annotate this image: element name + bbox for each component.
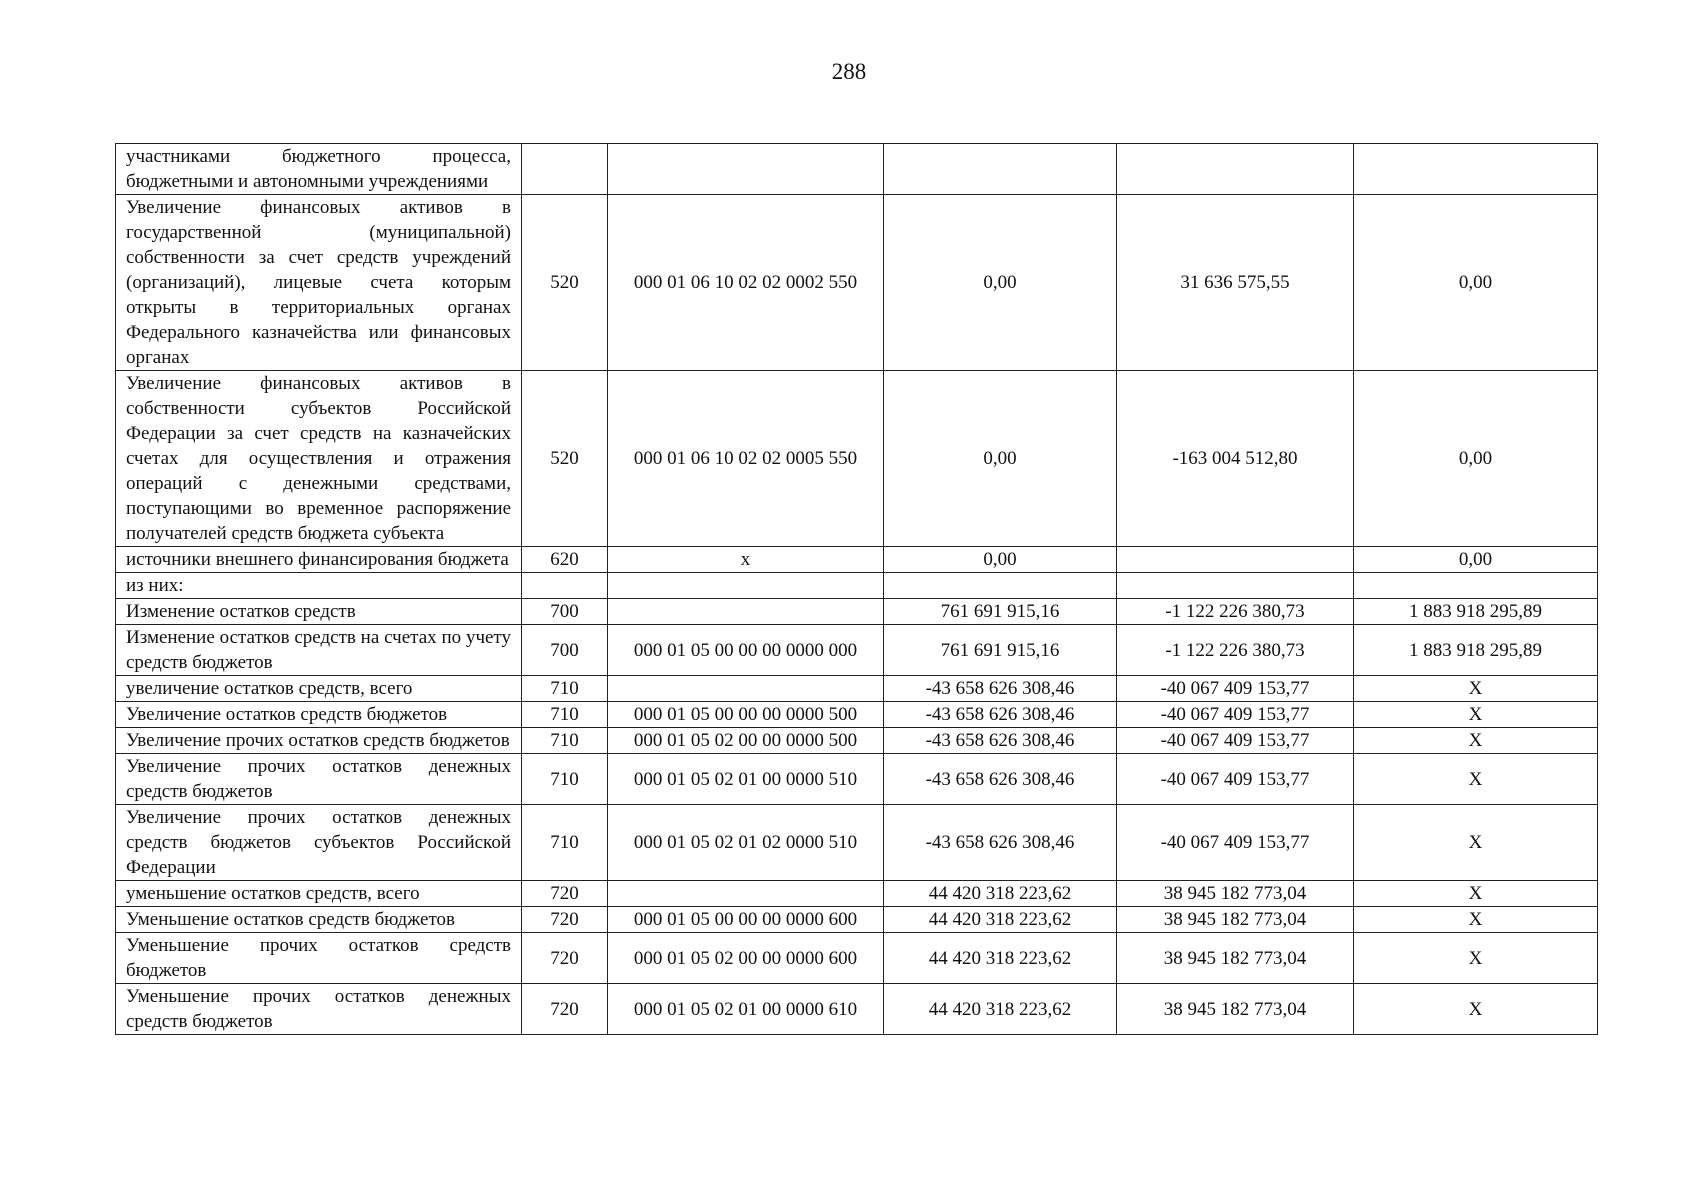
source-code-cell: 000 01 05 02 00 00 0000 500 [608,728,884,754]
line-code-cell: 720 [522,881,608,907]
table-row [116,907,1598,933]
unexecuted-amount-cell: X [1354,754,1598,805]
table-row [116,676,1598,702]
unexecuted-amount-cell: 0,00 [1354,547,1598,573]
indicator-name-cell: Увеличение финансовых активов в государственной (муниципальной) собственности за счет средств учреждений (организаций), лицевые счета которым открыты в территориальных органах Федерального казначейства или финансовых органах [116,195,522,371]
executed-amount-cell: 31 636 575,55 [1117,195,1354,371]
approved-amount-cell: -43 658 626 308,46 [884,702,1117,728]
approved-amount-cell: 761 691 915,16 [884,625,1117,676]
approved-amount-cell: 761 691 915,16 [884,599,1117,625]
indicator-name-cell: Изменение остатков средств [116,599,522,625]
indicator-name-cell: уменьшение остатков средств, всего [116,881,522,907]
table-row [116,625,1598,676]
table-row [116,754,1598,805]
indicator-name-cell: Увеличение прочих остатков средств бюджетов [116,728,522,754]
line-code-cell: 700 [522,625,608,676]
executed-amount-cell: -1 122 226 380,73 [1117,599,1354,625]
unexecuted-amount-cell: X [1354,728,1598,754]
unexecuted-amount-cell: X [1354,805,1598,881]
approved-amount-cell: -43 658 626 308,46 [884,805,1117,881]
indicator-name-cell: из них: [116,573,522,599]
indicator-name-cell: Уменьшение прочих остатков денежных средств бюджетов [116,984,522,1035]
approved-amount-cell: 44 420 318 223,62 [884,933,1117,984]
line-code-cell: 720 [522,933,608,984]
approved-amount-cell: 44 420 318 223,62 [884,984,1117,1035]
indicator-name-cell: Уменьшение прочих остатков средств бюджетов [116,933,522,984]
source-code-cell: 000 01 05 00 00 00 0000 000 [608,625,884,676]
source-code-cell [608,676,884,702]
line-code-cell: 710 [522,754,608,805]
approved-amount-cell: 0,00 [884,547,1117,573]
source-code-cell: x [608,547,884,573]
table-row [116,195,1598,371]
table-row [116,933,1598,984]
indicator-name-cell: Увеличение остатков средств бюджетов [116,702,522,728]
indicator-name-cell: Изменение остатков средств на счетах по учету средств бюджетов [116,625,522,676]
table-row [116,547,1598,573]
line-code-cell: 520 [522,371,608,547]
source-code-cell [608,144,884,195]
executed-amount-cell: -1 122 226 380,73 [1117,625,1354,676]
table-row [116,805,1598,881]
executed-amount-cell [1117,573,1354,599]
approved-amount-cell: 44 420 318 223,62 [884,907,1117,933]
executed-amount-cell: -40 067 409 153,77 [1117,702,1354,728]
executed-amount-cell [1117,547,1354,573]
unexecuted-amount-cell: X [1354,702,1598,728]
line-code-cell: 710 [522,676,608,702]
unexecuted-amount-cell: X [1354,984,1598,1035]
unexecuted-amount-cell [1354,144,1598,195]
unexecuted-amount-cell: X [1354,676,1598,702]
source-code-cell: 000 01 06 10 02 02 0005 550 [608,371,884,547]
table-row [116,573,1598,599]
executed-amount-cell: -40 067 409 153,77 [1117,676,1354,702]
executed-amount-cell: -40 067 409 153,77 [1117,754,1354,805]
unexecuted-amount-cell: X [1354,933,1598,984]
source-code-cell [608,881,884,907]
unexecuted-amount-cell: 1 883 918 295,89 [1354,625,1598,676]
indicator-name-cell: Увеличение прочих остатков денежных средств бюджетов субъектов Российской Федерации [116,805,522,881]
sources-financing-table [115,143,1598,1035]
source-code-cell: 000 01 05 02 00 00 0000 600 [608,933,884,984]
approved-amount-cell: 0,00 [884,195,1117,371]
source-code-cell: 000 01 05 02 01 00 0000 510 [608,754,884,805]
table-row [116,728,1598,754]
table-row [116,371,1598,547]
executed-amount-cell: 38 945 182 773,04 [1117,881,1354,907]
table-row [116,599,1598,625]
executed-amount-cell: -40 067 409 153,77 [1117,728,1354,754]
approved-amount-cell: -43 658 626 308,46 [884,728,1117,754]
page-number: 288 [831,59,867,84]
line-code-cell: 710 [522,728,608,754]
approved-amount-cell: 0,00 [884,371,1117,547]
unexecuted-amount-cell: 0,00 [1354,195,1598,371]
table-row [116,144,1598,195]
source-code-cell [608,573,884,599]
indicator-name-cell: увеличение остатков средств, всего [116,676,522,702]
line-code-cell: 700 [522,599,608,625]
table-row [116,881,1598,907]
indicator-name-cell: Увеличение прочих остатков денежных средств бюджетов [116,754,522,805]
source-code-cell: 000 01 05 00 00 00 0000 600 [608,907,884,933]
approved-amount-cell [884,144,1117,195]
executed-amount-cell [1117,144,1354,195]
indicator-name-cell: участниками бюджетного процесса, бюджетными и автономными учреждениями [116,144,522,195]
table-row [116,702,1598,728]
line-code-cell: 520 [522,195,608,371]
unexecuted-amount-cell: 1 883 918 295,89 [1354,599,1598,625]
indicator-name-cell: источники внешнего финансирования бюджета [116,547,522,573]
unexecuted-amount-cell: X [1354,881,1598,907]
table-body [116,144,1598,1035]
line-code-cell: 710 [522,805,608,881]
indicator-name-cell: Уменьшение остатков средств бюджетов [116,907,522,933]
table-row [116,984,1598,1035]
approved-amount-cell: -43 658 626 308,46 [884,676,1117,702]
source-code-cell: 000 01 05 00 00 00 0000 500 [608,702,884,728]
approved-amount-cell [884,573,1117,599]
source-code-cell: 000 01 05 02 01 00 0000 610 [608,984,884,1035]
executed-amount-cell: 38 945 182 773,04 [1117,984,1354,1035]
line-code-cell: 720 [522,984,608,1035]
source-code-cell [608,599,884,625]
unexecuted-amount-cell: X [1354,907,1598,933]
executed-amount-cell: 38 945 182 773,04 [1117,933,1354,984]
indicator-name-cell: Увеличение финансовых активов в собственности субъектов Российской Федерации за счет средств на казначейских счетах для осуществления и отражения операций с денежными средствами, поступающими во временное распоряжение получателей средств бюджета субъекта [116,371,522,547]
approved-amount-cell: 44 420 318 223,62 [884,881,1117,907]
executed-amount-cell: 38 945 182 773,04 [1117,907,1354,933]
line-code-cell [522,144,608,195]
executed-amount-cell: -40 067 409 153,77 [1117,805,1354,881]
line-code-cell: 710 [522,702,608,728]
executed-amount-cell: -163 004 512,80 [1117,371,1354,547]
approved-amount-cell: -43 658 626 308,46 [884,754,1117,805]
unexecuted-amount-cell [1354,573,1598,599]
source-code-cell: 000 01 05 02 01 02 0000 510 [608,805,884,881]
line-code-cell [522,573,608,599]
line-code-cell: 720 [522,907,608,933]
source-code-cell: 000 01 06 10 02 02 0002 550 [608,195,884,371]
unexecuted-amount-cell: 0,00 [1354,371,1598,547]
line-code-cell: 620 [522,547,608,573]
